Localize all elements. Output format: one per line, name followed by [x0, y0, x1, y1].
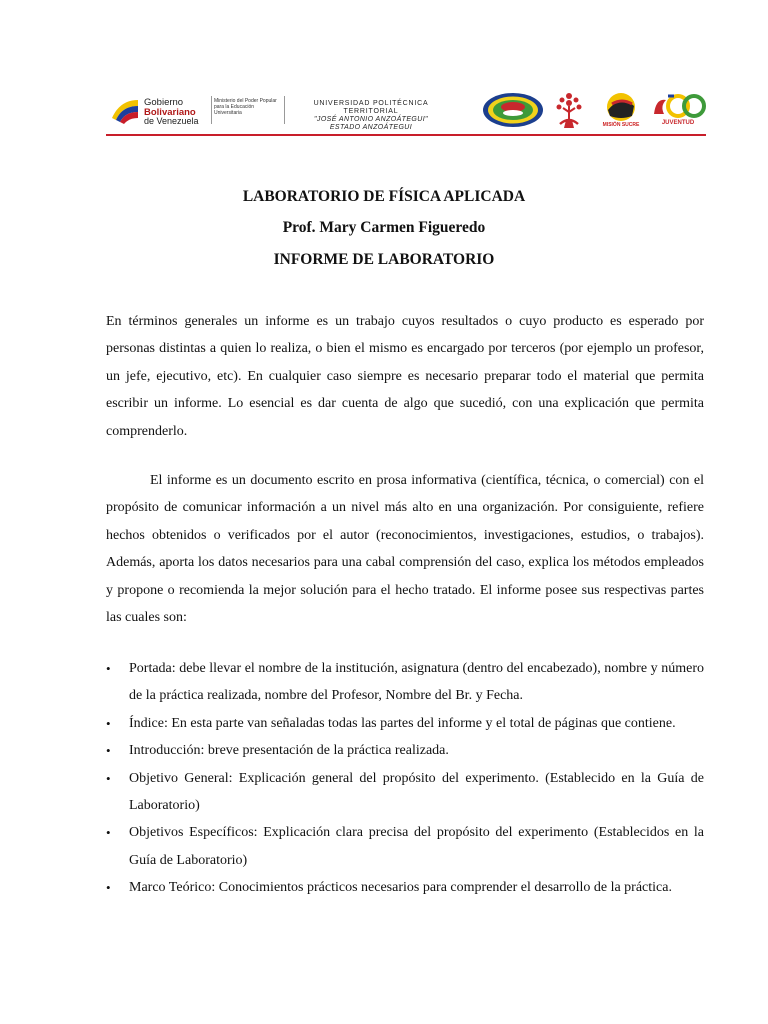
header-divider	[211, 96, 212, 124]
ministerio-text: Ministerio del Poder Popular para la Educación Universitaria	[214, 98, 277, 116]
document-subtitle: INFORME DE LABORATORIO	[273, 251, 495, 268]
bullet-icon: •	[106, 743, 111, 759]
document-title: LABORATORIO DE FÍSICA APLICADA	[242, 188, 526, 205]
venezuela-flag-icon	[110, 96, 140, 126]
paragraph-definition: El informe es un documento escrito en prosa informativa (científica, técnica, o comercial) con el propósito de comunicar información a un nivel más alto en una organización. Por consiguiente, refiere hechos obtenidos o verificados por el autor (reconocimientos, investigaciones, estudios, o trabajos). Además, aporta los datos necesarios para una cabal comprensión del caso, explica los métodos empleados y propone o recomienda la mejor solución para el hecho tratado. El informe posee sus respectivas partes las cuales son:	[106, 473, 704, 626]
list-item: • Objetivos Específicos: Explicación clara precisa del propósito del experimento (Establecidos en la Guía de Laboratorio)	[106, 819, 704, 874]
bullet-icon: •	[106, 715, 111, 731]
juventud-logo: JUVENTUD	[650, 92, 706, 130]
list-item: • Marco Teórico: Conocimientos prácticos necesarios para comprender el desarrollo de la práctica.	[106, 874, 704, 901]
mision-sucre-logo: MISIÓN SUCRE	[598, 92, 644, 130]
header-divider	[284, 96, 285, 124]
list-item: • Índice: En esta parte van señaladas todas las partes del informe y el total de páginas que contiene.	[106, 710, 704, 737]
gobierno-subtext: de Venezuela	[144, 116, 199, 126]
bullet-icon: •	[106, 770, 111, 786]
bullet-icon: •	[106, 880, 111, 896]
professor-name: Prof. Mary Carmen Figueredo	[282, 219, 486, 236]
header-red-rule	[106, 134, 706, 136]
list-item: • Introducción: breve presentación de la práctica realizada.	[106, 737, 704, 764]
universidad-text: UNIVERSIDAD POLITÉCNICA TERRITORIAL "JOSÉ ANTONIO ANZOÁTEGUI" ESTADO ANZOÁTEGUI	[313, 100, 429, 131]
list-item: • Portada: debe llevar el nombre de la institución, asignatura (dentro del encabezado), nombre y número de la práctica realizada, nombre del Profesor, Nombre del Br. y Fecha.	[106, 655, 704, 710]
tree-logo-icon	[552, 90, 586, 130]
list-item: • Objetivo General: Explicación general del propósito del experimento. (Establecido en la Guía de Laboratorio)	[106, 765, 704, 820]
juventud-emblem-icon	[650, 92, 706, 120]
report-parts-list	[106, 655, 704, 902]
paragraph-intro: En términos generales un informe es un trabajo cuyos resultados o cuyo producto es esperado por personas distintas a quien lo realiza, o bien el mismo es encargado por terceros (por ejemplo un profesor, un jefe, ejecutivo, etc). En cualquier caso siempre es necesario preparar todo el material que permita escribir un informe. Lo esencial es dar cuenta de algo que sucedió, con una explicación que permita comprenderlo.	[106, 314, 704, 439]
gobierno-text: Gobierno Bolivariano	[144, 97, 196, 118]
university-seal-icon	[482, 92, 544, 128]
gobierno-bolivariano-logo	[110, 96, 210, 126]
bullet-icon: •	[106, 825, 111, 841]
institutional-header	[106, 88, 706, 134]
sucre-portrait-icon	[598, 92, 644, 122]
bullet-icon: •	[106, 661, 111, 676]
